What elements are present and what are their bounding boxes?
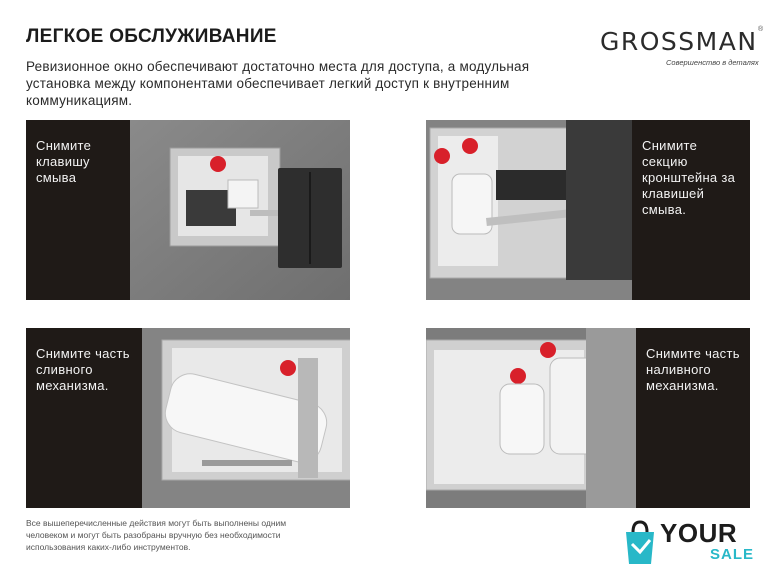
step-panel-1 bbox=[26, 120, 350, 300]
yoursale-word-sale: SALE bbox=[710, 546, 755, 563]
yoursale-logo bbox=[618, 514, 768, 570]
caption-box-1 bbox=[26, 120, 130, 300]
shopping-bag-icon bbox=[620, 518, 660, 566]
step-photo-4 bbox=[426, 328, 636, 508]
logo-tagline: Совершенство в деталях bbox=[666, 58, 759, 67]
yoursale-word-your: YOUR bbox=[660, 518, 738, 548]
logo-registered-mark: ® bbox=[758, 26, 764, 33]
intro-text: Ревизионное окно обеспечивают достаточно места для доступа, а модульная установка между компонентами обеспечивает легкий доступ к внутренним коммуникациям. bbox=[26, 59, 530, 108]
caption-box-3 bbox=[26, 328, 142, 508]
step-panel-2 bbox=[426, 120, 750, 300]
caption-box-2 bbox=[632, 120, 750, 300]
caption-box-4 bbox=[636, 328, 750, 508]
step-panel-3 bbox=[26, 328, 350, 508]
page-title: ЛЕГКОЕ ОБСЛУЖИВАНИЕ bbox=[26, 26, 277, 47]
logo-brand: GROSSMAN bbox=[600, 27, 758, 56]
step-photo-3 bbox=[142, 328, 350, 508]
step-photo-2 bbox=[426, 120, 632, 300]
footnote: Все вышеперечисленные действия могут быть выполнены одним человеком и могут быть разобраны вручную без необходимости использования каких-либо инструментов. bbox=[26, 518, 287, 552]
step-caption-4: Снимите часть наливного механизма. bbox=[646, 346, 740, 393]
step-caption-1: Снимите клавишу смыва bbox=[36, 138, 92, 185]
step-caption-2: Снимите секцию кронштейна за клавишей смыва. bbox=[642, 138, 736, 217]
grossman-logo bbox=[600, 28, 768, 72]
step-photo-1 bbox=[130, 120, 350, 300]
step-caption-3: Снимите часть сливного механизма. bbox=[36, 346, 130, 393]
step-panel-4 bbox=[426, 328, 750, 508]
